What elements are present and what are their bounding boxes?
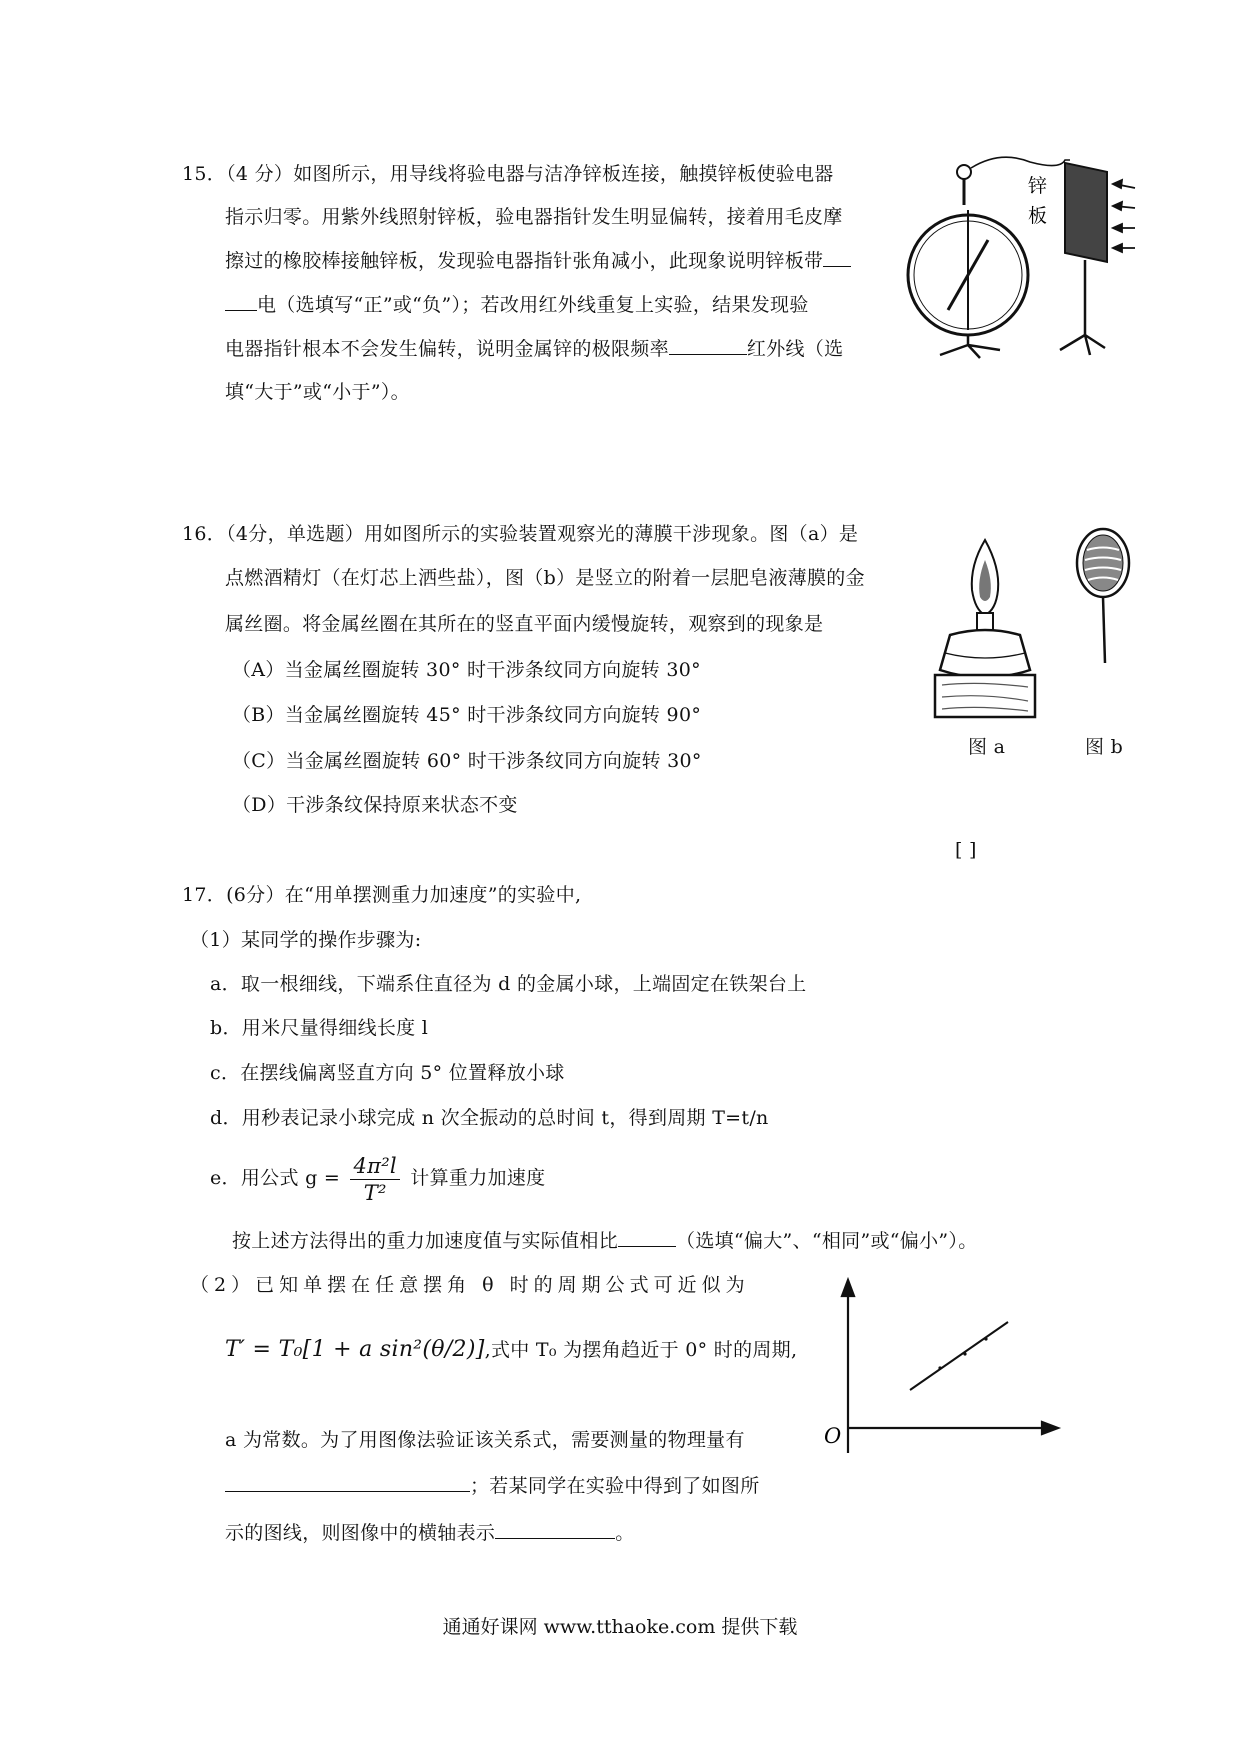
- q17-blank-3: [495, 1520, 615, 1539]
- q16-line-3: 属丝圈。将金属丝圈在其所在的竖直平面内缓慢旋转，观察到的现象是: [225, 613, 824, 635]
- gravity-formula-fraction: [350, 1153, 400, 1206]
- q17-step-a: a．取一根细线，下端系住直径为 d 的金属小球，上端固定在铁架台上: [210, 973, 807, 995]
- linear-graph-figure: [810, 1278, 1060, 1458]
- alcohol-lamp-figure: [930, 535, 1040, 720]
- q15-blank-1a: [823, 248, 851, 267]
- q17-compare-text-b: （选填“偏大”、“相同”或“偏小”）。: [676, 1230, 978, 1252]
- zinc-plate: [1065, 163, 1107, 262]
- q17-blank-2: [225, 1473, 470, 1492]
- q17-formula-suffix: ,式中 T₀ 为摆角趋近于 0° 时的周期,: [484, 1339, 798, 1361]
- footer-text: 通通好课网 www.tthaoke.com 提供下载: [442, 1616, 798, 1638]
- q16-option-b: （B）当金属丝圈旋转 45° 时干涉条纹同方向旋转 90°: [232, 704, 702, 726]
- q17-line-axis-text-b: 。: [615, 1522, 635, 1544]
- gravity-formula-denominator: T²: [363, 1180, 387, 1205]
- q17-step-e-prefix: e．用公式 g =: [210, 1167, 341, 1189]
- q15-line-5: [225, 336, 843, 361]
- electroscope-figure: [910, 150, 1140, 360]
- q17-step-e: [210, 1148, 545, 1208]
- q17-sub-1: （1）某同学的操作步骤为:: [190, 929, 422, 951]
- q17-line-axis: [225, 1520, 635, 1545]
- zinc-label-2: 板: [1028, 205, 1048, 227]
- q16-line-1: 16．（4分，单选题）用如图所示的实验装置观察光的薄膜干涉现象。图（a）是: [182, 523, 859, 545]
- q16-option-c: （C）当金属丝圈旋转 60° 时干涉条纹同方向旋转 30°: [232, 750, 702, 772]
- gravity-formula-numerator: 4π²l: [350, 1153, 400, 1180]
- zinc-label-1: 锌: [1028, 175, 1048, 197]
- q17-line-axis-text-a: 示的图线，则图像中的横轴表示: [225, 1522, 496, 1544]
- q15-line-6: 填“大于”或“小于”）。: [225, 381, 410, 403]
- q17-line-measure-text: ；若某同学在实验中得到了如图所: [470, 1475, 760, 1497]
- fit-line: [910, 1322, 1008, 1390]
- q16-answer-bracket: [ ]: [955, 839, 977, 861]
- q17-step-c: c．在摆线偏离竖直方向 5° 位置释放小球: [210, 1062, 565, 1084]
- q15-line-5-text-a: 电器指针根本不会发生偏转，说明金属锌的极限频率: [225, 338, 669, 360]
- q17-compare: [232, 1228, 978, 1253]
- q17-period-formula: [225, 1338, 797, 1362]
- uv-arrows: [1113, 180, 1135, 252]
- q17-title: 17．(6分）在“用单摆测重力加速度”的实验中,: [182, 884, 582, 906]
- q16-line-2: 点燃酒精灯（在灯芯上洒些盐），图（b）是竖立的附着一层肥皂液薄膜的金: [225, 567, 865, 589]
- q16-option-a: （A）当金属丝圈旋转 30° 时干涉条纹同方向旋转 30°: [232, 659, 701, 681]
- electroscope-knob: [957, 165, 971, 179]
- q15-line-4-text: 电（选填写“正”或“负”）；若改用红外线重复上实验，结果发现验: [257, 294, 809, 316]
- soap-film-loop-figure: [1075, 525, 1135, 665]
- q17-line-a: a 为常数。为了用图像法验证该关系式，需要测量的物理量有: [225, 1429, 745, 1451]
- q17-line-measure: [225, 1473, 760, 1498]
- q16-option-d: （D）干涉条纹保持原来状态不变: [232, 794, 518, 816]
- q15-line-3-text: 擦过的橡胶棒接触锌板，发现验电器指针张角减小，此现象说明锌板带: [225, 250, 824, 272]
- q15-blank-1b: [225, 292, 257, 311]
- period-formula: T′ = T₀[1 + a sin²(θ/2)]: [225, 1337, 485, 1362]
- q15-line-5-text-b: 红外线（选: [746, 338, 844, 360]
- q15-line-2: 指示归零。用紫外线照射锌板，验电器指针发生明显偏转，接着用毛皮摩: [225, 206, 843, 228]
- q17-blank-1: [618, 1228, 676, 1247]
- figure-b-label: 图 b: [1085, 736, 1124, 758]
- figure-a-label: 图 a: [968, 736, 1006, 758]
- q17-step-d: d．用秒表记录小球完成 n 次全振动的总时间 t，得到周期 T=t/n: [210, 1107, 769, 1129]
- q15-line-4: [225, 292, 809, 317]
- graph-origin-label: O: [824, 1424, 842, 1448]
- q17-compare-text-a: 按上述方法得出的重力加速度值与实际值相比: [232, 1230, 619, 1252]
- q17-step-e-suffix: 计算重力加速度: [410, 1167, 546, 1189]
- q17-sub-2: （2）已知单摆在任意摆角 θ 时的周期公式可近似为: [190, 1274, 750, 1296]
- q15-blank-2: [669, 336, 747, 355]
- q17-step-b: b．用米尺量得细线长度 l: [210, 1017, 429, 1039]
- q15-line-1: 15．（4 分）如图所示，用导线将验电器与洁净锌板连接，触摸锌板使验电器: [182, 163, 834, 185]
- q15-line-3: [225, 248, 851, 273]
